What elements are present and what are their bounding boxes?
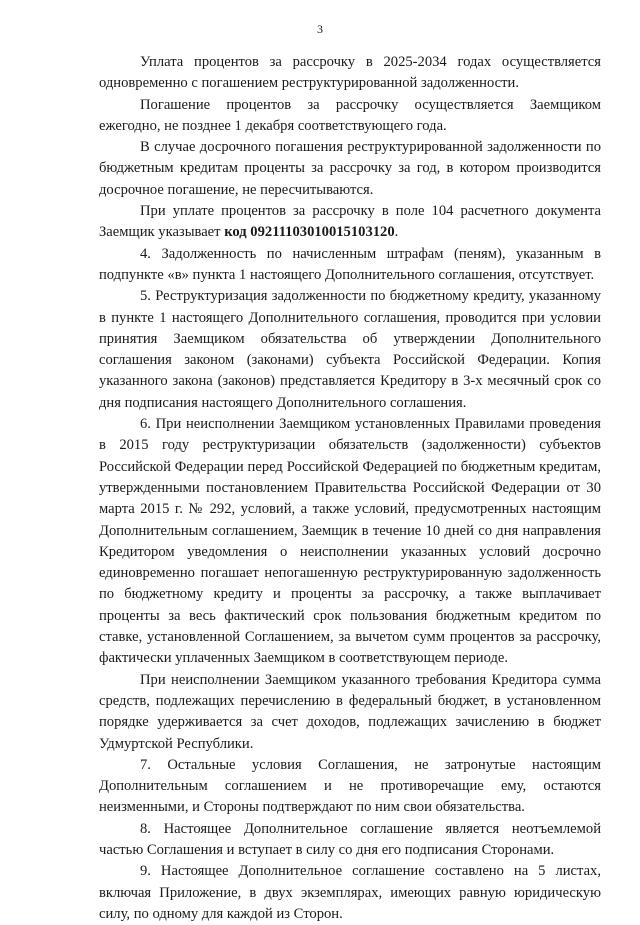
paragraph-clause-6-continued: При неисполнении Заемщиком указанного требования Кредитора сумма средств, подлежащих перечислению в федеральный бюджет, в установленном порядке удерживается за счет доходов, подлежащих зачислению в бюджет Удмуртской Республики. [99,671,601,752]
payment-code: код 09211103010015103120 [224,224,395,241]
paragraph-payment-code [99,201,601,244]
paragraph-clause-8: 8. Настоящее Дополнительное соглашение является неотъемлемой частью Соглашения и вступает в силу со дня его подписания Сторонами. [99,820,601,858]
page-number: 3 [317,22,323,36]
paragraph-interest-payment-deadline: Погашение процентов за рассрочку осуществляется Заемщиком ежегодно, не позднее 1 декабря соответствующего года. [99,96,601,134]
document-body [99,52,601,925]
paragraph-early-repayment: В случае досрочного погашения реструктурированной задолженности по бюджетным кредитам проценты за рассрочку за год, в котором производится досрочное погашение, не пересчитываются. [99,139,601,198]
paragraph-clause-7: 7. Остальные условия Соглашения, не затронутые настоящим Дополнительным соглашением и не противоречащие ему, остаются неизменными, и Стороны подтверждают по ним свои обязательства. [99,756,601,816]
payment-code-text: При уплате процентов за рассрочку в поле 104 расчетного документа Заемщик указывает [99,203,601,241]
paragraph-interest-payment-schedule: Уплата процентов за рассрочку в 2025-2034 годах осуществляется одновременно с погашением реструктурированной задолженности. [99,54,601,92]
paragraph-clause-6: 6. При неисполнении Заемщиком установленных Правилами проведения в 2015 году реструктуризации обязательств (задолженности) субъектов Российской Федерации перед Российской Федерацией по бюджетным кредитам, утвержденными постановлением Правительства Российской Федерации от 30 марта 2015 г. № 292, условий, а также условий, предусмотренных настоящим Дополнительным соглашением, Заемщик в течение 10 дней со дня направления Кредитором уведомления о неисполнении указанных условий досрочно единовременно погашает непогашенную реструктурированную задолженность по бюджетному кредиту и проценты за рассрочку, а также выплачивает проценты за весь фактический срок пользования бюджетным кредитом по ставке, установленной Соглашением, за вычетом сумм процентов за рассрочку, фактически уплаченных Заемщиком в соответствующем периоде. [99,416,601,667]
paragraph-clause-5: 5. Реструктуризация задолженности по бюджетному кредиту, указанному в пункте 1 настоящего Дополнительного соглашения, проводится при условии принятия Заемщиком обязательства об утверждении Дополнительного соглашения законом (законами) субъекта Российской Федерации. Копия указанного закона (законов) представляется Кредитору в 3-х месячный срок со дня подписания настоящего Дополнительного соглашения. [99,288,601,411]
paragraph-clause-4: 4. Задолженность по начисленным штрафам (пеням), указанным в подпункте «в» пункта 1 настоящего Дополнительного соглашения, отсутствует. [99,245,601,283]
paragraph-clause-9: 9. Настоящее Дополнительное соглашение составлено на 5 листах, включая Приложение, в двух экземплярах, имеющих равную юридическую силу, по одному для каждой из Сторон. [99,863,601,922]
payment-code-end: . [394,224,399,241]
